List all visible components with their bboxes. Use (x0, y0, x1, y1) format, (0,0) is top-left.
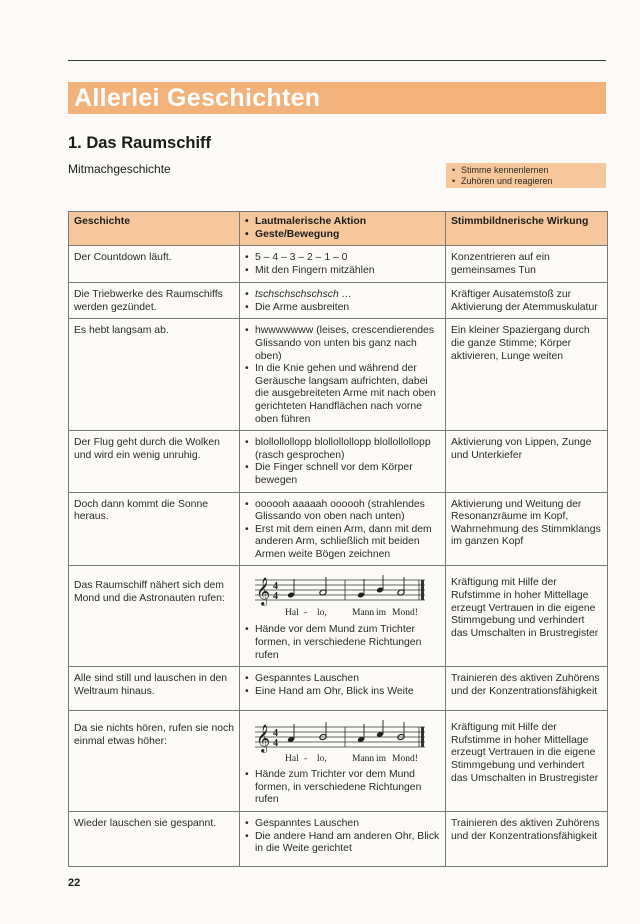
lyric-syllable: im (376, 754, 387, 765)
effect-cell: Aktivierung und Weitung der Resonanzräume im Kopf, Wahrnehmung des Stimmklangs im ganzen Kopf (446, 492, 608, 566)
effect-cell: Kräftigung mit Hilfe der Rufstimme in hoher Mittellage erzeugt Vertrauen in die eigene Stimmgebung und verhindert das Umschalten in Brustregister (446, 711, 608, 812)
action-item: • Die andere Hand am anderen Ohr, Blick in die Weite gerichtet (245, 831, 440, 856)
lyric-syllable: Mond! (392, 754, 418, 765)
section-title: 1. Das Raumschiff (68, 134, 212, 152)
lyric-syllable: Hal (285, 754, 299, 765)
treble-clef-icon: 𝄞 (256, 577, 271, 606)
svg-text:4: 4 (273, 728, 278, 740)
table-row (69, 711, 608, 812)
story-cell: Das Raumschiff nähert sich dem Mond und die Astronauten rufen: (69, 566, 240, 667)
action-item: • Mit den Fingern mitzählen (245, 265, 440, 278)
lyric-syllable: Mann (352, 754, 375, 765)
music-score (245, 715, 440, 769)
action-item: • blollollollopp blollollollopp blollollollopp (rasch gesprochen) (245, 437, 440, 462)
action-item: • 5 – 4 – 3 – 2 – 1 – 0 (245, 252, 440, 265)
effect-cell: Trainieren des aktiven Zuhörens und der Konzentrationsfähigkeit (446, 812, 608, 867)
lyric-syllable: lo, (317, 754, 327, 765)
header-effect: Stimmbildnerische Wirkung (446, 212, 608, 246)
story-cell: Da sie nichts hören, rufen sie noch einmal etwas höher: (69, 711, 240, 812)
story-cell: Wieder lauschen sie gespannt. (69, 812, 240, 867)
action-item: • Die Finger schnell vor dem Körper bewegen (245, 462, 440, 487)
music-score (245, 570, 440, 624)
treble-clef-icon: 𝄞 (256, 724, 271, 753)
table-row (69, 283, 608, 319)
effect-cell: Ein kleiner Spaziergang durch die ganze Stimme; Körper aktivieren, Lunge weiten (446, 319, 608, 431)
action-item: • Die Arme ausbreiten (245, 302, 440, 315)
header-action (240, 212, 446, 246)
table-row (69, 431, 608, 492)
action-cell (240, 667, 446, 711)
action-cell (240, 492, 446, 566)
action-cell (240, 283, 446, 319)
action-cell (240, 711, 446, 812)
goal-item: • Stimme kennenlernen (452, 165, 602, 176)
top-rule (68, 60, 606, 61)
goal-item: • Zuhören und reagieren (452, 176, 602, 187)
header-story: Geschichte (69, 212, 240, 246)
lyric-syllable: Mond! (392, 608, 418, 619)
action-cell (240, 431, 446, 492)
lyric-syllable: im (376, 608, 387, 619)
action-item: • oooooh aaaaah oooooh (strahlendes Glissando von oben nach unten) (245, 499, 440, 524)
header-action-line: • Geste/Bewegung (245, 229, 440, 242)
header-action-line: • Lautmalerische Aktion (245, 216, 440, 229)
table-header-row (69, 212, 608, 246)
action-item: • Eine Hand am Ohr, Blick ins Weite (245, 686, 440, 699)
svg-text:4: 4 (273, 581, 278, 593)
effect-cell: Aktivierung von Lippen, Zunge und Unterkiefer (446, 431, 608, 492)
table-row (69, 492, 608, 566)
chapter-title-bar (68, 82, 606, 114)
story-cell: Die Triebwerke des Raumschiffs werden gezündet. (69, 283, 240, 319)
action-item: • In die Knie gehen und während der Geräusche langsam aufrichten, dabei die ausgebreiteten Arme mit nach oben gerichteten Handflächen nach vorne oben führen (245, 363, 440, 426)
action-item: • Hände vor dem Mund zum Trichter formen, in verschiedene Richtungen rufen (245, 624, 440, 662)
table-row (69, 319, 608, 431)
page-number: 22 (68, 877, 81, 889)
action-item: • hwwwwwww (leises, crescendierendes Glissando von unten bis ganz nach oben) (245, 325, 440, 363)
action-item: • Erst mit dem einen Arm, dann mit dem anderen Arm, schließlich mit beiden Armen weite Bögen zeichnen (245, 524, 440, 562)
svg-text:4: 4 (273, 738, 278, 750)
table-row (69, 667, 608, 711)
story-cell: Es hebt langsam ab. (69, 319, 240, 431)
action-item: • Gespanntes Lauschen (245, 673, 440, 686)
story-cell: Alle sind still und lauschen in den Weltraum hinaus. (69, 667, 240, 711)
svg-text:4: 4 (273, 591, 278, 603)
lyric-syllable: lo, (317, 608, 327, 619)
subtitle: Mitmachgeschichte (68, 162, 171, 176)
story-cell: Der Countdown läuft. (69, 246, 240, 283)
action-cell (240, 319, 446, 431)
music-staff (255, 719, 425, 765)
lyric-syllable: - (304, 754, 308, 765)
lyric-syllable: Mann (352, 608, 375, 619)
story-cell: Der Flug geht durch die Wolken und wird ein wenig unruhig. (69, 431, 240, 492)
lyric-syllable: Hal (285, 608, 299, 619)
table-row (69, 566, 608, 667)
lyric-syllable: - (304, 608, 308, 619)
effect-cell: Kräftigung mit Hilfe der Rufstimme in hoher Mittellage erzeugt Vertrauen in die eigene Stimmgebung und verhindert das Umschalten in Brustregister (446, 566, 608, 667)
action-cell (240, 812, 446, 867)
action-item: • tschschschschsch … (245, 289, 440, 302)
chapter-title: Allerlei Geschichten (74, 84, 321, 112)
story-cell: Doch dann kommt die Sonne heraus. (69, 492, 240, 566)
story-table (68, 211, 608, 867)
table-row (69, 246, 608, 283)
action-cell (240, 246, 446, 283)
action-item: • Gespanntes Lauschen (245, 818, 440, 831)
goals-box (446, 163, 606, 188)
effect-cell: Trainieren des aktiven Zuhörens und der Konzentrationsfähigkeit (446, 667, 608, 711)
effect-cell: Konzentrieren auf ein gemeinsames Tun (446, 246, 608, 283)
music-staff (255, 574, 425, 620)
action-cell (240, 566, 446, 667)
table-row (69, 812, 608, 867)
action-item: • Hände zum Trichter vor dem Mund formen, in verschiedene Richtungen rufen (245, 769, 440, 807)
effect-cell: Kräftiger Ausatemstoß zur Aktivierung der Atemmuskulatur (446, 283, 608, 319)
